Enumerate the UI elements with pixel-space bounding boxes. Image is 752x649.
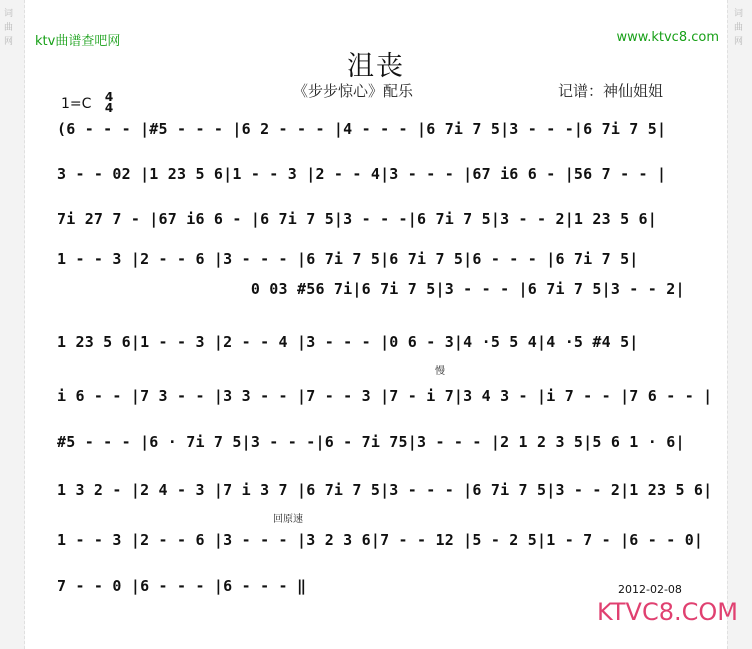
score-page bbox=[25, 0, 738, 649]
site-logo: KTVC8.COM bbox=[597, 598, 738, 626]
time-signature bbox=[103, 92, 115, 114]
side-watermark: 词 bbox=[734, 9, 744, 19]
tempo-slow-annotation: 慢 bbox=[435, 366, 445, 377]
side-watermark: 网 bbox=[4, 37, 14, 47]
score-line: 1 - - 3 |2 - - 6 |3 - - - |3 2 3 6|7 - - 12 |5 - 2 5|1 - 7 - |6 - - 0| bbox=[57, 531, 704, 549]
score-line: #5 - - - |6 · 7i 7 5|3 - - -|6 - 7i 75|3 - - - |2 1 2 3 5|5 6 1 · 6| bbox=[57, 433, 685, 451]
tempo-return-annotation: 回原速 bbox=[273, 514, 303, 525]
score-line: 7 - - 0 |6 - - - |6 - - - ‖ bbox=[57, 577, 307, 595]
score-line: (6 - - - |#5 - - - |6 2 - - - |4 - - - |6 7i 7 5|3 - - -|6 7i 7 5| bbox=[57, 120, 667, 138]
score-line: 1 - - 3 |2 - - 6 |3 - - - |6 7i 7 5|6 7i 7 5|6 - - - |6 7i 7 5| bbox=[57, 250, 639, 268]
song-subtitle: 《步步惊心》配乐 bbox=[293, 82, 414, 100]
score-line: 0 03 #56 7i|6 7i 7 5|3 - - - |6 7i 7 5|3 - - 2| bbox=[57, 280, 685, 298]
transcription-date: 2012-02-08 bbox=[618, 583, 682, 596]
site-watermark-right: www.ktvc8.com bbox=[616, 30, 719, 45]
time-denominator: 4 bbox=[104, 101, 114, 115]
score-line: i 6 - - |7 3 - - |3 3 - - |7 - - 3 |7 - i 7|3 4 3 - |i 7 - - |7 6 - - | bbox=[57, 387, 713, 405]
score-line: 1 3 2 - |2 4 - 3 |7 i 3 7 |6 7i 7 5|3 - - - |6 7i 7 5|3 - - 2|1 23 5 6| bbox=[57, 481, 713, 499]
key-signature: 1=C bbox=[61, 96, 92, 112]
side-watermark: 曲 bbox=[4, 23, 14, 33]
site-watermark-left: ktv曲谱查吧网 bbox=[35, 34, 121, 49]
left-watermark-strip bbox=[0, 0, 25, 649]
time-numerator: 4 bbox=[104, 90, 114, 104]
right-watermark-strip bbox=[727, 0, 752, 649]
score-line: 1 23 5 6|1 - - 3 |2 - - 4 |3 - - - |0 6 - 3|4 ·5 5 4|4 ·5 #4 5| bbox=[57, 333, 639, 351]
side-watermark: 网 bbox=[734, 37, 744, 47]
score-line: 3 - - 02 |1 23 5 6|1 - - 3 |2 - - 4|3 - - - |67 i6 6 - |56 7 - - | bbox=[57, 165, 667, 183]
song-title: 沮丧 bbox=[347, 51, 405, 82]
side-watermark: 曲 bbox=[734, 23, 744, 33]
side-watermark: 词 bbox=[4, 9, 14, 19]
transcriber-credit: 记谱：神仙姐姐 bbox=[558, 82, 664, 100]
score-line: 7i 27 7 - |67 i6 6 - |6 7i 7 5|3 - - -|6 7i 7 5|3 - - 2|1 23 5 6| bbox=[57, 210, 657, 228]
